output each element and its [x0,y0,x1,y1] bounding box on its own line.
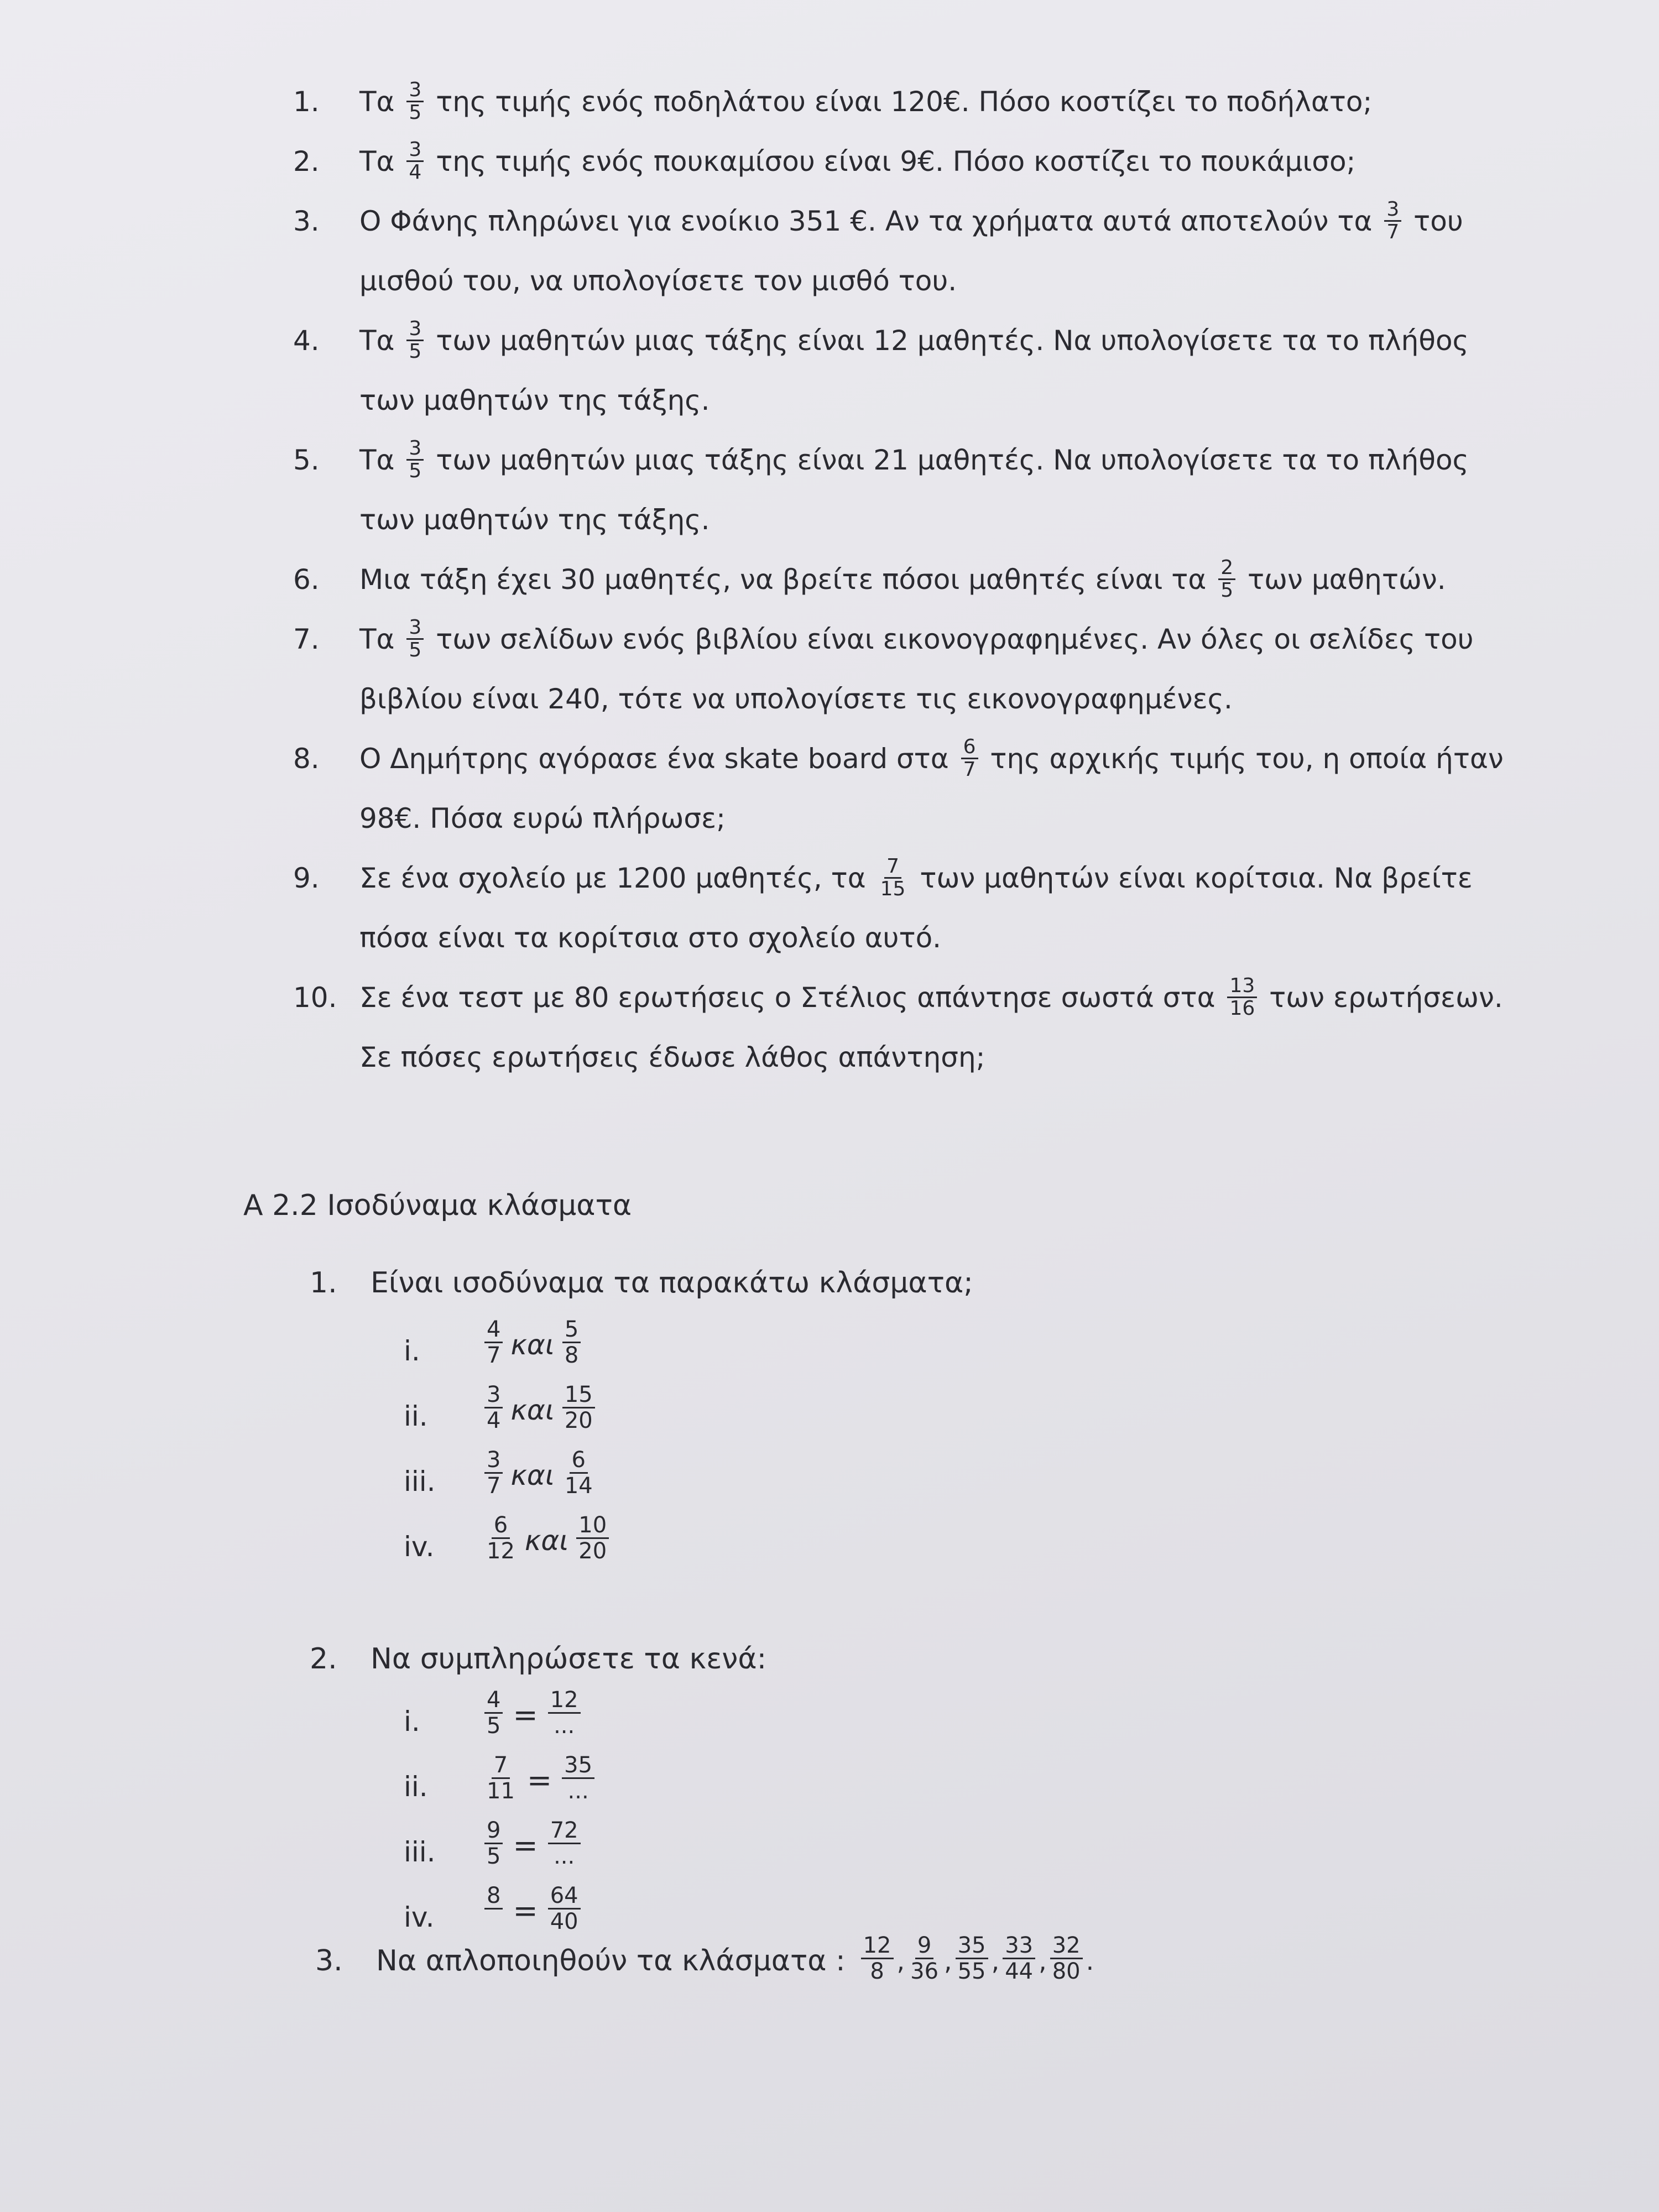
numerator: 35 [956,1933,988,1959]
numerator: 72 [548,1818,581,1844]
fraction [956,1933,988,1984]
problem-number: 5. [293,444,320,476]
numerator: 8 [484,1884,503,1910]
problem-item [293,311,1510,430]
numerator: 3 [484,1448,503,1474]
numerator: 4 [484,1317,503,1343]
denominator: 4 [487,1408,501,1433]
fill-blank-item [310,1817,766,1882]
equals-sign: = [513,1698,538,1733]
numerator: 3 [484,1383,503,1408]
exercise-heading: 2. Να συμπληρώσετε τα κενά: [310,1642,767,1676]
fraction [961,737,978,780]
numerator: 9 [915,1933,933,1959]
numerator: 3 [406,617,424,640]
denominator: 8 [870,1959,884,1984]
denominator: 14 [564,1473,593,1499]
problem-item [293,968,1510,1087]
fraction [1218,557,1235,601]
problem-text: Τα $\frac{3}{4}$ της τιμής ενός πουκαμίσου είναι 9€. Πόσο κοστίζει το πουκάμισο; [359,138,1356,184]
problem-item [293,191,1510,311]
denominator: 36 [910,1959,939,1984]
item-numeral: ii. [404,1771,428,1803]
problem-item [293,729,1510,848]
denominator: ... [567,1778,589,1804]
separator: . [1086,1945,1094,1976]
problem-text: Ο Δημήτρης αγόρασε ένα skate board στα $\frac{6}{7}$ της αρχικής τιμής του, η οποία ήταν 98€. Πόσα ευρώ πλήρωσε; [359,735,1504,834]
problem-text: Τα $\frac{3}{5}$ των μαθητών μιας τάξης είναι 21 μαθητές. Να υπολογίσετε τα το πλήθος των μαθητών της τάξης. [359,437,1469,536]
problem-item [293,132,1510,191]
separator: , [944,1945,952,1976]
problem-list [293,72,1510,1087]
numerator: 4 [484,1688,503,1714]
problem-text: Σε ένα σχολείο με 1200 μαθητές, τα $\frac{7}{15}$ των μαθητών είναι κορίτσια. Να βρείτε πόσα είναι τα κορίτσια στο σχολείο αυτό. [359,855,1473,954]
denominator: 5 [409,639,422,661]
problem-number: 4. [293,325,320,357]
item-numeral: iv. [404,1531,435,1563]
fraction [576,1513,609,1563]
denominator: 7 [487,1343,501,1368]
item-numeral: iii. [404,1465,436,1498]
separator: , [1039,1945,1047,1976]
denominator [488,1910,499,1934]
numerator: 7 [884,856,901,879]
denominator: 40 [550,1909,578,1934]
separator: , [896,1945,905,1976]
denominator: 80 [1052,1959,1081,1984]
denominator: 7 [963,758,976,781]
denominator: 5 [487,1844,501,1869]
conjunction: και [510,1394,555,1426]
fraction [484,1448,503,1498]
numerator: 3 [406,80,424,102]
fraction [406,319,424,362]
fraction [548,1884,581,1934]
numerator: 7 [492,1753,510,1779]
numerator: 3 [406,319,424,341]
fraction [484,1688,503,1738]
problem-number: 9. [293,862,320,894]
denominator: 20 [578,1538,607,1564]
fraction [484,1383,503,1433]
numerator: 6 [961,737,978,759]
problem-text: Τα $\frac{3}{5}$ των σελίδων ενός βιβλίου είναι εικονογραφημένες. Αν όλες οι σελίδες του βιβλίου είναι 240, τότε να υπολογίσετε τις εικονογραφημένες. [359,616,1474,715]
fill-blank-item [310,1687,766,1752]
fraction [1003,1933,1035,1984]
numerator: 9 [484,1818,503,1844]
numerator: 35 [562,1753,594,1779]
fraction [406,438,424,482]
conjunction: και [510,1459,555,1491]
problem-number: 10. [293,982,337,1014]
problem-number: 6. [293,564,320,596]
fill-blanks-exercise [310,1637,766,1948]
numerator: 6 [492,1513,510,1539]
problem-number: 1. [293,86,320,118]
fraction [484,1317,503,1368]
denominator: 4 [409,161,422,184]
fraction [548,1688,581,1738]
problem-item [293,430,1510,550]
denominator: ... [554,1713,575,1739]
item-numeral: iii. [404,1836,436,1868]
problem-text: Μια τάξη έχει 30 μαθητές, να βρείτε πόσοι μαθητές είναι τα $\frac{2}{5}$ των μαθητών. [359,556,1446,602]
fraction [1050,1933,1083,1984]
fraction [562,1448,595,1498]
fraction [1227,975,1257,1019]
problem-item [293,550,1510,609]
numerator: 3 [406,139,424,162]
denominator: 16 [1229,997,1255,1020]
fraction [484,1818,503,1869]
fraction [861,1933,894,1984]
fraction [1384,199,1401,243]
fraction [406,139,424,183]
equivalence-item [310,1447,973,1512]
equivalence-exercise [310,1261,973,1577]
problem-item [293,72,1510,132]
fill-blank-item [310,1752,766,1817]
denominator: 7 [487,1473,501,1499]
problem-text: Σε ένα τεστ με 80 ερωτήσεις ο Στέλιος απάντησε σωστά στα $\frac{13}{16}$ των ερωτήσεων. Σε πόσες ερωτήσεις έδωσε λάθος απάντηση; [359,974,1503,1073]
problem-number: 7. [293,623,320,655]
item-numeral: i. [404,1335,420,1367]
denominator: 8 [564,1343,579,1368]
numerator: 2 [1218,557,1235,580]
numerator: 10 [576,1513,609,1539]
conjunction: και [524,1524,569,1557]
exercise-heading: 1. Είναι ισοδύναμα τα παρακάτω κλάσματα; [310,1266,973,1300]
numerator: 15 [562,1383,595,1408]
problem-number: 8. [293,743,320,775]
equivalence-item [310,1316,973,1381]
denominator: 55 [957,1959,986,1984]
fraction [548,1818,581,1869]
equals-sign: = [513,1893,538,1928]
simplify-exercise: 3. Να απλοποιηθούν τα κλάσματα : $\frac{12}{8}$ , $\frac{9}{36}$ , $\frac{35}{55}$ , $\frac{33}{44}$ , $\frac{32}{80}$ . [315,1933,1094,1984]
numerator: 12 [861,1933,894,1959]
problem-number: 2. [293,145,320,178]
denominator: 15 [880,878,906,900]
section-title: Α 2.2 Ισοδύναμα κλάσματα [243,1189,632,1222]
item-numeral: ii. [404,1400,428,1432]
fraction [562,1383,595,1433]
denominator: 11 [487,1778,515,1804]
fraction [406,80,424,123]
denominator: 5 [409,340,422,363]
denominator: 5 [409,460,422,482]
numerator: 33 [1003,1933,1035,1959]
numerator: 32 [1050,1933,1083,1959]
problem-item [293,848,1510,968]
denominator: 5 [409,101,422,124]
problem-text: Τα $\frac{3}{5}$ της τιμής ενός ποδηλάτου είναι 120€. Πόσο κοστίζει το ποδήλατο; [359,79,1373,124]
fraction [908,1933,941,1984]
denominator: 7 [1386,221,1400,243]
numerator: 64 [548,1884,581,1910]
denominator: 12 [487,1538,515,1564]
problem-text: Ο Φάνης πληρώνει για ενοίκιο 351 €. Αν τα χρήματα αυτά αποτελούν τα $\frac{3}{7}$ του μισθού του, να υπολογίσετε τον μισθό του. [359,198,1463,297]
item-numeral: iv. [404,1901,435,1933]
equals-sign: = [513,1828,538,1863]
denominator: ... [554,1844,575,1869]
numerator: 5 [562,1317,581,1343]
item-numeral: i. [404,1705,420,1738]
fraction [406,617,424,661]
problem-item [293,609,1510,729]
fraction [484,1884,503,1934]
numerator: 12 [548,1688,581,1714]
numerator: 3 [1384,199,1401,222]
fraction [562,1753,594,1803]
fraction [484,1513,517,1563]
numerator: 6 [570,1448,588,1474]
equals-sign: = [526,1763,552,1798]
denominator: 5 [487,1713,501,1739]
problem-number: 3. [293,205,320,237]
conjunction: και [510,1328,555,1361]
denominator: 5 [1220,579,1234,602]
denominator: 20 [564,1408,593,1433]
fraction [878,856,908,900]
separator: , [991,1945,1000,1976]
denominator: 44 [1005,1959,1034,1984]
numerator: 3 [406,438,424,461]
equivalence-item [310,1512,973,1577]
fraction [562,1317,581,1368]
numerator: 13 [1227,975,1257,998]
fraction [484,1753,517,1803]
equivalence-item [310,1381,973,1447]
problem-text: Τα $\frac{3}{5}$ των μαθητών μιας τάξης είναι 12 μαθητές. Να υπολογίσετε τα το πλήθος των μαθητών της τάξης. [359,317,1469,416]
